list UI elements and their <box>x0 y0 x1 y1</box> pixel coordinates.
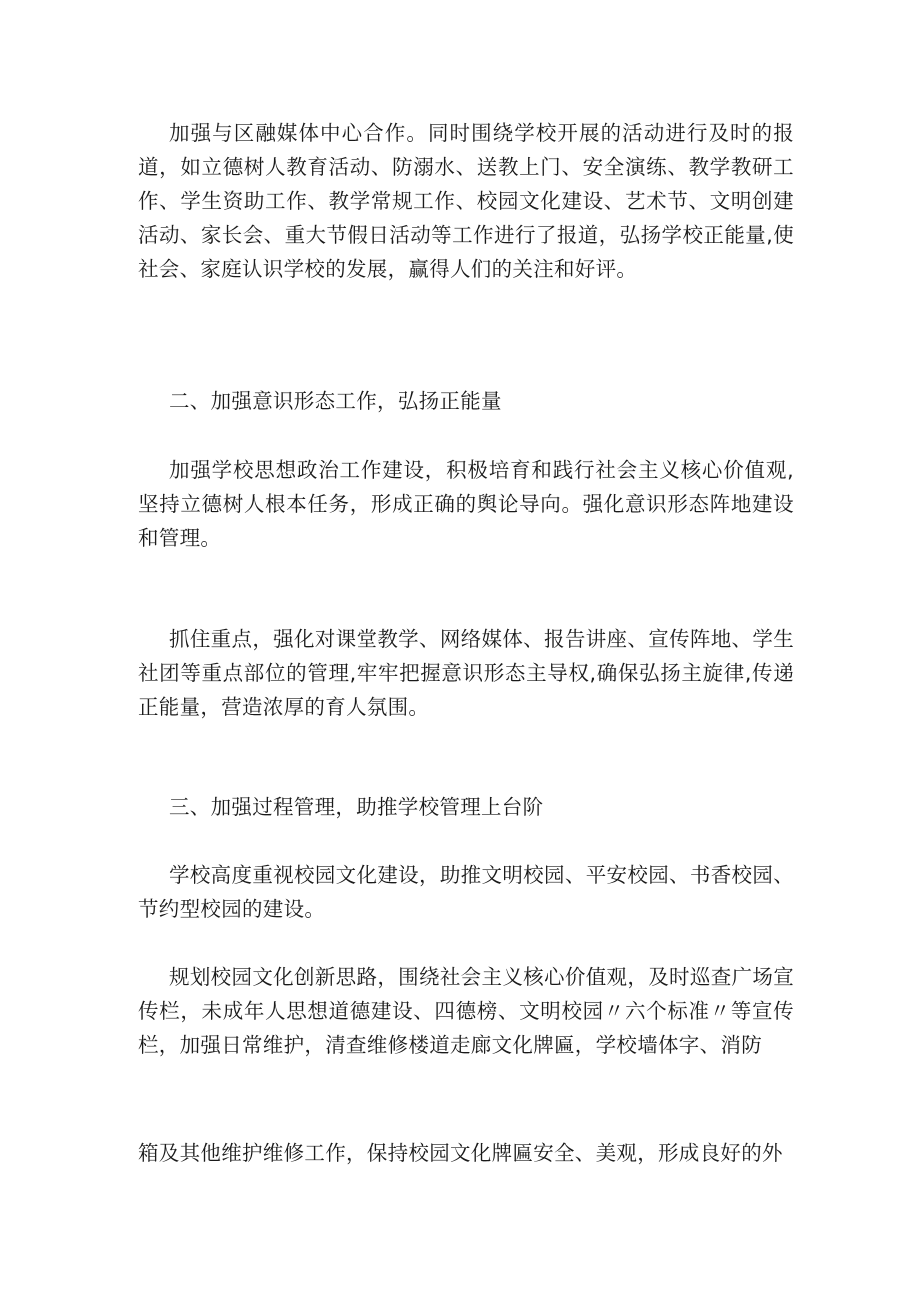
paragraph-media-cooperation: 加强与区融媒体中心合作。同时围绕学校开展的活动进行及时的报道，如立德树人教育活动、防溺水、送教上门、安全演练、教学教研工作、学生资助工作、教学常规工作、校园文化建设、艺术节、文明创建活动、家长会、重大节假日活动等工作进行了报道，弘扬学校正能量,使社会、家庭认识学校的发展，赢得人们的关注和好评。 <box>138 121 794 281</box>
paragraph-key-points: 抓住重点，强化对课堂教学、网络媒体、报告讲座、宣传阵地、学生社团等重点部位的管理,牢牢把握意识形态主导权,确保弘扬主旋律,传递正能量，营造浓厚的育人氛围。 <box>138 627 794 719</box>
paragraph-political-work: 加强学校思想政治工作建设，积极培育和践行社会主义核心价值观,坚持立德树人根本任务，形成正确的舆论导向。强化意识形态阵地建设和管理。 <box>138 458 794 550</box>
section-heading-ideology: 二、加强意识形态工作，弘扬正能量 <box>169 389 502 413</box>
section-heading-process-management: 三、加强过程管理，助推学校管理上台阶 <box>169 795 544 819</box>
paragraph-maintenance-continuation: 箱及其他维护维修工作，保持校园文化牌匾安全、美观，形成良好的外 <box>138 1141 783 1165</box>
paragraph-culture-innovation: 规划校园文化创新思路，围绕社会主义核心价值观，及时巡查广场宣传栏，未成年人思想道德建设、四德榜、文明校园〃六个标准〃等宣传栏，加强日常维护，清查维修楼道走廊文化牌匾，学校墙体字、消防 <box>138 965 794 1057</box>
paragraph-campus-culture: 学校高度重视校园文化建设，助推文明校园、平安校园、书香校园、节约型校园的建设。 <box>138 863 794 921</box>
